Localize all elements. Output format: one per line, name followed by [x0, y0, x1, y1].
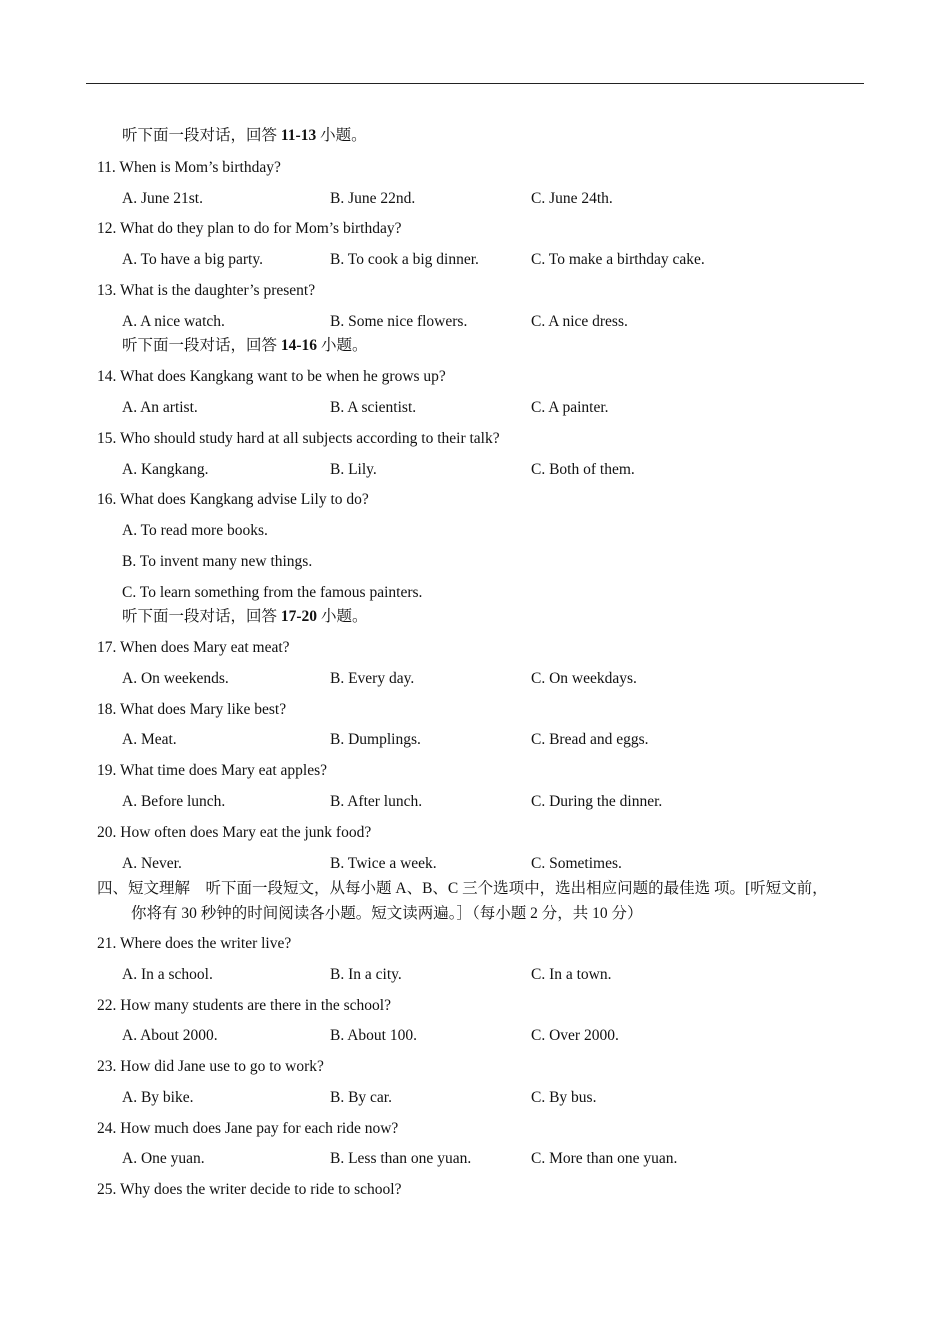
- option-a: A. In a school.: [122, 966, 213, 983]
- option-b: B. Some nice flowers.: [330, 313, 468, 330]
- option-b: B. Less than one yuan.: [330, 1150, 472, 1167]
- option-b: B. To invent many new things.: [122, 553, 313, 570]
- option-a: A. Never.: [122, 855, 182, 872]
- question-16: 16. What does Kangkang advise Lily to do?: [97, 491, 369, 508]
- option-a: A. An artist.: [122, 399, 198, 416]
- option-c: C. A painter.: [531, 399, 609, 416]
- option-b: B. By car.: [330, 1089, 392, 1106]
- option-b: B. June 22nd.: [330, 190, 416, 207]
- option-b: B. Every day.: [330, 670, 415, 687]
- option-c: C. A nice dress.: [531, 313, 628, 330]
- question-24: 24. How much does Jane pay for each ride now?: [97, 1120, 399, 1137]
- question-11: 11. When is Mom’s birthday?: [97, 159, 281, 176]
- question-23: 23. How did Jane use to go to work?: [97, 1058, 324, 1075]
- option-a: A. About 2000.: [122, 1027, 218, 1044]
- option-c: C. More than one yuan.: [531, 1150, 678, 1167]
- option-b: B. After lunch.: [330, 793, 423, 810]
- option-b: B. About 100.: [330, 1027, 417, 1044]
- option-c: C. Both of them.: [531, 461, 635, 478]
- option-b: B. Dumplings.: [330, 731, 421, 748]
- option-b: B. A scientist.: [330, 399, 417, 416]
- option-a: A. June 21st.: [122, 190, 203, 207]
- part-heading-continued: 你将有 30 秒钟的时间阅读各小题。短文读两遍。］（每小题 2 分，共 10 分）: [131, 905, 643, 922]
- part-heading: 四、短文理解 听下面一段短文，从每小题 A、B、C 三个选项中，选出相应问题的最佳选 项。[听短文前，: [97, 880, 828, 897]
- section-instruction: 听下面一段对话，回答 11-13 小题。: [122, 127, 367, 144]
- option-b: B. In a city.: [330, 966, 402, 983]
- question-12: 12. What do they plan to do for Mom’s birthday?: [97, 220, 402, 237]
- option-a: A. Meat.: [122, 731, 177, 748]
- option-a: A. A nice watch.: [122, 313, 225, 330]
- option-c: C. By bus.: [531, 1089, 597, 1106]
- option-a: A. To read more books.: [122, 522, 268, 539]
- option-c: C. June 24th.: [531, 190, 613, 207]
- option-a: A. One yuan.: [122, 1150, 205, 1167]
- question-15: 15. Who should study hard at all subjects according to their talk?: [97, 430, 500, 447]
- question-21: 21. Where does the writer live?: [97, 935, 292, 952]
- option-c: C. Bread and eggs.: [531, 731, 649, 748]
- option-c: C. In a town.: [531, 966, 612, 983]
- option-c: C. On weekdays.: [531, 670, 637, 687]
- option-a: A. To have a big party.: [122, 251, 263, 268]
- option-b: B. To cook a big dinner.: [330, 251, 479, 268]
- option-a: A. Kangkang.: [122, 461, 209, 478]
- question-17: 17. When does Mary eat meat?: [97, 639, 290, 656]
- question-19: 19. What time does Mary eat apples?: [97, 762, 327, 779]
- question-18: 18. What does Mary like best?: [97, 701, 287, 718]
- question-25: 25. Why does the writer decide to ride to school?: [97, 1181, 402, 1198]
- option-b: B. Lily.: [330, 461, 377, 478]
- option-c: C. Over 2000.: [531, 1027, 619, 1044]
- question-13: 13. What is the daughter’s present?: [97, 282, 316, 299]
- section-instruction: 听下面一段对话，回答 14-16 小题。: [122, 337, 368, 354]
- option-c: C. Sometimes.: [531, 855, 622, 872]
- option-c: C. During the dinner.: [531, 793, 663, 810]
- question-22: 22. How many students are there in the school?: [97, 997, 391, 1014]
- option-a: A. By bike.: [122, 1089, 194, 1106]
- question-14: 14. What does Kangkang want to be when he grows up?: [97, 368, 446, 385]
- option-c: C. To learn something from the famous painters.: [122, 584, 423, 601]
- option-a: A. On weekends.: [122, 670, 229, 687]
- question-20: 20. How often does Mary eat the junk food?: [97, 824, 372, 841]
- option-b: B. Twice a week.: [330, 855, 437, 872]
- option-c: C. To make a birthday cake.: [531, 251, 705, 268]
- section-instruction: 听下面一段对话，回答 17-20 小题。: [122, 608, 368, 625]
- option-a: A. Before lunch.: [122, 793, 226, 810]
- header-rule: [86, 83, 864, 84]
